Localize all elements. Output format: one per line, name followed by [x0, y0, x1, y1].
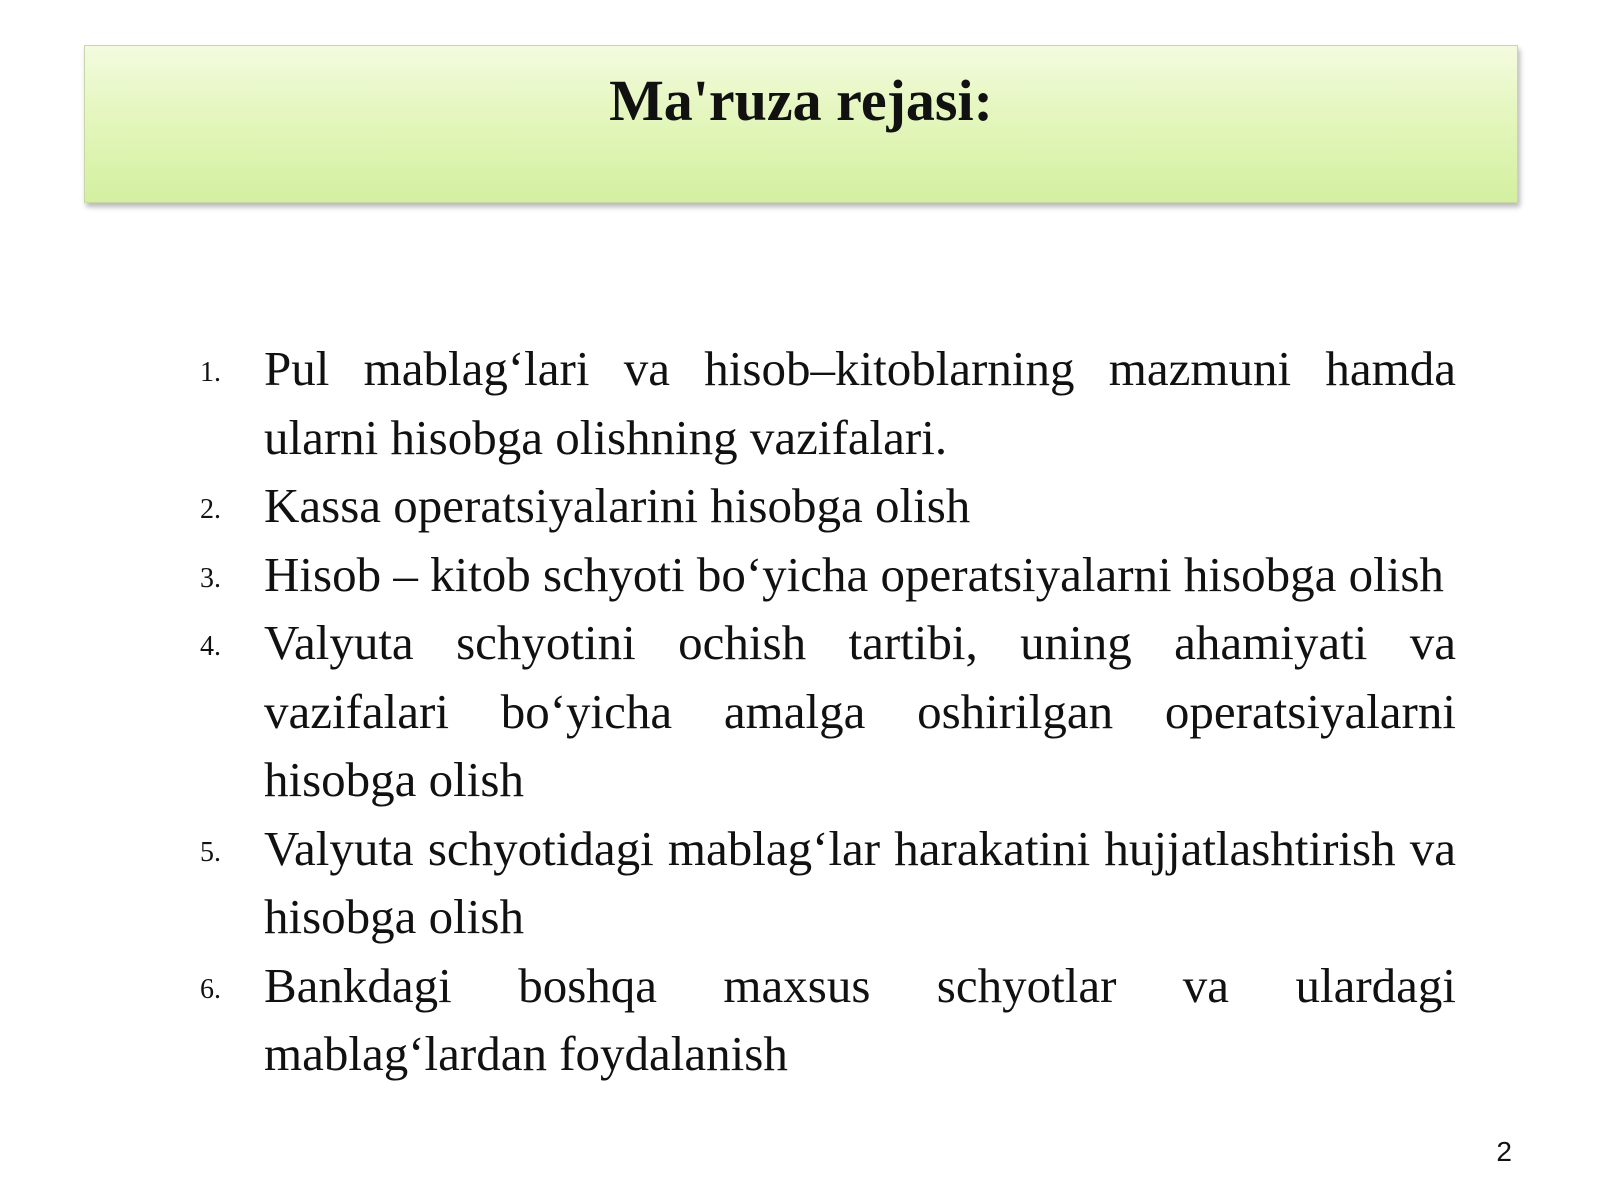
list-item-text: Pul mablag‘lari va hisob–kitoblarning mazmuni hamda ularni hisobga olishning vazifalari.	[264, 341, 1456, 465]
list-item	[194, 541, 1456, 610]
list-item-number: 3.	[200, 562, 221, 594]
list-item-text: Valyuta schyotini ochish tartibi, uning ahamiyati va vazifalari bo‘yicha amalga oshirilgan operatsiyalarni hisobga olish	[264, 615, 1456, 807]
list-item-number: 1.	[200, 357, 221, 388]
slide-title: Ma'ruza rejasi:	[609, 68, 993, 133]
lecture-plan-list	[194, 335, 1456, 1089]
list-item	[194, 815, 1456, 952]
list-item	[194, 335, 1456, 472]
list-item	[194, 609, 1456, 815]
list-item-number: 2.	[200, 494, 221, 525]
list-item-number: 4.	[200, 631, 221, 662]
title-banner	[84, 45, 1518, 203]
list-item-text: Hisob – kitob schyoti bo‘yicha operatsiyalarni hisobga olish	[264, 546, 1444, 602]
list-item	[194, 952, 1456, 1089]
page-number: 2	[1496, 1136, 1512, 1167]
list-item-text: Valyuta schyotidagi mablag‘lar harakatini hujjatlashtirish va hisobga olish	[264, 820, 1456, 944]
list-item-text: Bankdagi boshqa maxsus schyotlar va ulardagi mablag‘lardan foydalanish	[264, 957, 1456, 1081]
list-item-text: Kassa operatsiyalarini hisobga olish	[264, 478, 971, 533]
list-item	[194, 472, 1456, 541]
list-item-number: 5.	[200, 836, 221, 868]
list-item-number: 6.	[200, 973, 221, 1005]
